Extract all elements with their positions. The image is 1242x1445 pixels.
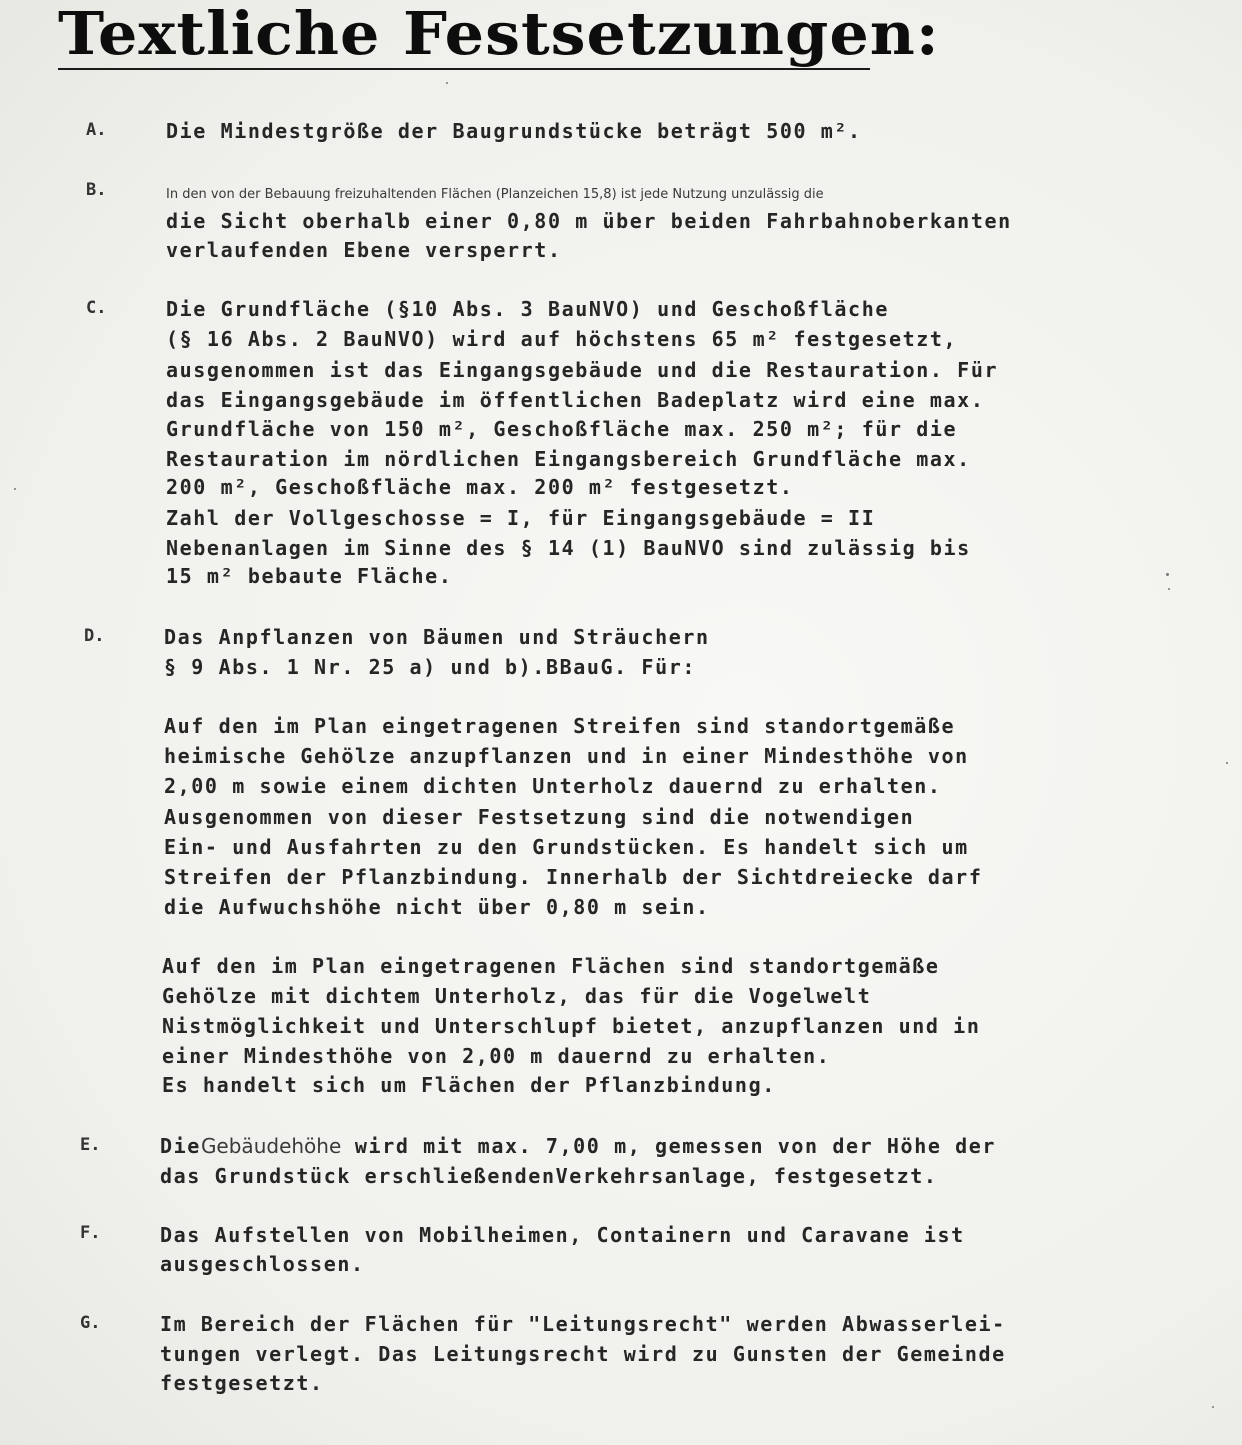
- clause-a-line-1: Die Mindestgröße der Baugrundstücke beträgt 500 m².: [166, 119, 862, 143]
- clause-f-line-1: Das Aufstellen von Mobilheimen, Containern und Caravane ist: [160, 1223, 965, 1247]
- clause-c-line-4: das Eingangsgebäude im öffentlichen Badeplatz wird eine max.: [166, 388, 985, 412]
- clause-d-p1-line-6: Streifen der Pflanzbindung. Innerhalb der Sichtdreiecke darf: [164, 865, 983, 889]
- clause-d-p2-line-1: Auf den im Plan eingetragenen Flächen sind standortgemäße: [162, 954, 940, 978]
- clause-e-line-1-rest: wird mit max. 7,00 m, gemessen von der Höhe der: [341, 1134, 997, 1158]
- page-title: Textliche Festsetzungen:: [58, 0, 940, 69]
- clause-d-p2-line-5: Es handelt sich um Flächen der Pflanzbindung.: [162, 1073, 776, 1097]
- clause-e-line-1: [160, 1131, 996, 1161]
- clause-g-line-3: festgesetzt.: [160, 1371, 324, 1395]
- clause-c-line-1: Die Grundfläche (§10 Abs. 3 BauNVO) und Geschoßfläche: [166, 297, 889, 321]
- clause-c-line-5: Grundfläche von 150 m², Geschoßfläche max. 250 m²; für die: [166, 417, 958, 441]
- clause-d-intro-1: Das Anpflanzen von Bäumen und Sträuchern: [164, 625, 710, 649]
- scan-speck: [1168, 588, 1170, 590]
- clause-e-line-1-prefix: Die: [160, 1134, 201, 1158]
- clause-e-handwritten-word: Gebäudehöhe: [200, 1134, 342, 1158]
- clause-g-line-2: tungen verlegt. Das Leitungsrecht wird zu Gunsten der Gemeinde: [160, 1342, 1006, 1366]
- clause-c-line-10: 15 m² bebaute Fläche.: [166, 564, 453, 588]
- clause-d-p1-line-5: Ein- und Ausfahrten zu den Grundstücken. Es handelt sich um: [164, 835, 969, 859]
- clause-d-p2-line-3: Nistmöglichkeit und Unterschlupf bietet, anzupflanzen und in: [162, 1014, 981, 1038]
- clause-c-line-7: 200 m², Geschoßfläche max. 200 m² festgesetzt.: [166, 475, 794, 499]
- clause-b-handwritten-line: In den von der Bebauung freizuhaltenden Flächen (Planzeichen 15,8) ist jede Nutzung unzulässig die: [166, 187, 824, 202]
- clause-d-p1-line-3: 2,00 m sowie einem dichten Unterholz dauernd zu erhalten.: [164, 774, 942, 798]
- scan-speck: [14, 488, 16, 490]
- clause-e-letter: E.: [80, 1135, 101, 1155]
- clause-e-line-2: das Grundstück erschließendenVerkehrsanlage, festgesetzt.: [160, 1164, 938, 1188]
- clause-d-p2-line-4: einer Mindesthöhe von 2,00 m dauernd zu erhalten.: [162, 1044, 831, 1068]
- scan-speck: [446, 82, 448, 84]
- scan-speck: [1226, 762, 1228, 764]
- clause-g-letter: G.: [80, 1313, 101, 1333]
- clause-d-letter: D.: [84, 626, 105, 646]
- clause-c-line-9: Nebenanlagen im Sinne des § 14 (1) BauNVO sind zulässig bis: [166, 536, 971, 560]
- title-underline: [58, 68, 870, 70]
- clause-d-p2-line-2: Gehölze mit dichtem Unterholz, das für die Vogelwelt: [162, 984, 872, 1008]
- scan-speck: [1166, 573, 1169, 576]
- clause-a-letter: A.: [86, 120, 107, 140]
- clause-b-letter: B.: [86, 180, 107, 200]
- clause-d-p1-line-2: heimische Gehölze anzupflanzen und in einer Mindesthöhe von: [164, 744, 969, 768]
- clause-c-line-3: ausgenommen ist das Eingangsgebäude und die Restauration. Für: [166, 358, 999, 382]
- clause-c-line-8: Zahl der Vollgeschosse = I, für Eingangsgebäude = II: [166, 506, 876, 530]
- clause-c-line-2: (§ 16 Abs. 2 BauNVO) wird auf höchstens 65 m² festgesetzt,: [166, 327, 958, 351]
- clause-b-line-1: die Sicht oberhalb einer 0,80 m über beiden Fahrbahnoberkanten: [166, 209, 1012, 233]
- clause-d-p1-line-4: Ausgenommen von dieser Festsetzung sind die notwendigen: [164, 805, 915, 829]
- clause-f-letter: F.: [80, 1223, 101, 1243]
- clause-c-letter: C.: [86, 298, 107, 318]
- clause-d-intro-2: § 9 Abs. 1 Nr. 25 a) und b).BBauG. Für:: [164, 655, 696, 679]
- clause-d-p1-line-1: Auf den im Plan eingetragenen Streifen sind standortgemäße: [164, 714, 956, 738]
- clause-b-line-2: verlaufenden Ebene versperrt.: [166, 238, 562, 262]
- scan-speck: [1212, 1406, 1214, 1408]
- clause-f-line-2: ausgeschlossen.: [160, 1252, 365, 1276]
- clause-g-line-1: Im Bereich der Flächen für "Leitungsrecht" werden Abwasserlei-: [160, 1312, 1006, 1336]
- clause-d-p1-line-7: die Aufwuchshöhe nicht über 0,80 m sein.: [164, 895, 710, 919]
- clause-c-line-6: Restauration im nördlichen Eingangsbereich Grundfläche max.: [166, 447, 971, 471]
